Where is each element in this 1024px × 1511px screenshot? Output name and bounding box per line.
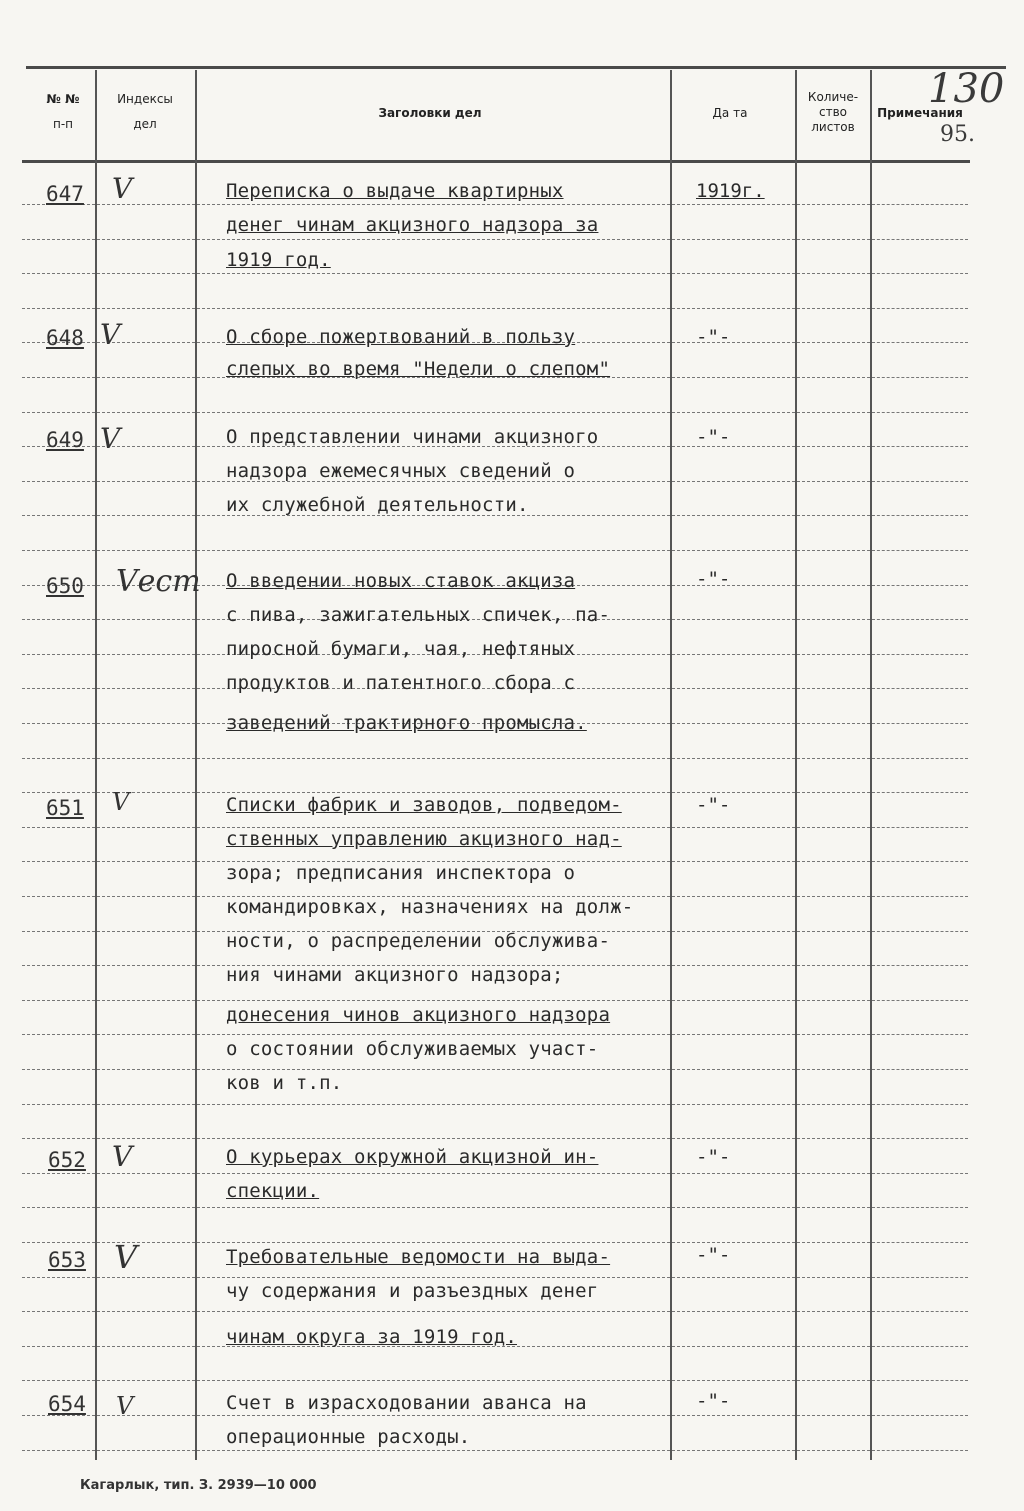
ruled-line [872,758,968,760]
ruled-line [797,1069,870,1071]
ruled-line [22,515,95,517]
ruled-line [872,204,968,206]
header-bottom-rule [22,160,970,163]
ruled-line [197,1104,670,1106]
ruled-line [872,792,968,794]
ruled-line [97,827,195,829]
record-index-mark: V [116,1392,134,1420]
ruled-line [22,931,95,933]
record-title-line: донесения чинов акцизного надзора [226,1004,611,1026]
record-title-line: О введении новых ставок акциза [226,570,576,592]
ruled-line [872,688,968,690]
ruled-line [97,688,195,690]
ruled-line [797,1000,870,1002]
ruled-line [97,931,195,933]
ruled-line [872,1034,968,1036]
ruled-line [672,1000,795,1002]
record-title-line: зора; предписания инспектора о [226,862,576,884]
ruled-line [872,446,968,448]
record-num: 650 [46,574,84,598]
ruled-line [872,1104,968,1106]
record-title-line: пиросной бумаги, чая, нефтяных [226,638,576,660]
ruled-line [672,1104,795,1106]
ruled-line [872,585,968,587]
ruled-line [197,239,670,241]
record-date: -"- [696,1146,731,1168]
ruled-line [797,1450,870,1452]
ruled-line [672,758,795,760]
ruled-line [97,412,195,414]
ruled-line [672,1380,795,1382]
ruled-line [797,758,870,760]
record-title-line: ков и т.п. [226,1072,343,1094]
record-title-line: продуктов и патентного сбора с [226,672,576,694]
ruled-line [197,1034,670,1036]
ruled-line [872,377,968,379]
ruled-line [672,688,795,690]
ruled-line [22,758,95,760]
record-date: -"- [696,794,731,816]
ruled-line [22,1311,95,1313]
ruled-line [97,1380,195,1382]
ruled-line [672,204,795,206]
ruled-line [797,239,870,241]
ruled-line [797,619,870,621]
ruled-line [672,1311,795,1313]
ruled-line [97,1346,195,1348]
ruled-line [97,896,195,898]
ruled-line [872,931,968,933]
ruled-line [197,308,670,310]
ruled-line [797,412,870,414]
ruled-line [22,1069,95,1071]
record-title-line: командировках, назначениях на долж- [226,896,634,918]
ruled-line [22,1173,95,1175]
record-num: 647 [46,182,84,206]
ruled-line [97,723,195,725]
record-index-mark: V [112,788,130,816]
ruled-line [197,273,670,275]
ruled-line [672,654,795,656]
ruled-line [197,1173,670,1175]
ruled-line [872,1173,968,1175]
ruled-line [797,585,870,587]
record-title-line: 1919 год. [226,249,331,271]
ruled-line [22,412,95,414]
ruled-line [797,861,870,863]
ruled-line [197,1069,670,1071]
record-num: 651 [46,796,84,820]
record-date: -"- [696,1390,731,1412]
record-title-line: чу содержания и разъездных денег [226,1280,599,1302]
ruled-line [197,1207,670,1209]
record-num: 648 [46,326,84,350]
ruled-line [97,1034,195,1036]
ruled-line [197,1311,670,1313]
record-title-line: Счет в израсходовании аванса на [226,1392,587,1414]
ruled-line [672,1069,795,1071]
ruled-line [797,931,870,933]
ruled-line [672,896,795,898]
ruled-line [797,1242,870,1244]
ruled-line [672,308,795,310]
printed-page-number: 95. [940,122,975,147]
ruled-line [797,515,870,517]
record-title-line: чинам округа за 1919 год. [226,1326,517,1348]
record-num: 649 [46,428,84,452]
record-date: -"- [696,1244,731,1266]
ruled-line [672,1450,795,1452]
ruled-line [672,1034,795,1036]
ruled-line [872,515,968,517]
header-top-rule [26,66,1006,69]
ruled-line [97,1311,195,1313]
record-index-mark: V [114,1238,138,1276]
column-divider-date [670,70,672,1460]
ruled-line [97,1173,195,1175]
ruled-line [197,758,670,760]
header-notes: Примечания [877,106,963,120]
record-title-line: О сборе пожертвований в пользу [226,326,576,348]
record-date: 1919г. [696,180,765,202]
ruled-line [872,412,968,414]
ruled-line [22,792,95,794]
ruled-line [872,481,968,483]
ruled-line [22,896,95,898]
record-title-line: заведений трактирного промысла. [226,712,587,734]
record-title-line: ния чинами акцизного надзора; [226,964,564,986]
ruled-line [672,481,795,483]
ruled-line [97,481,195,483]
ruled-line [872,723,968,725]
record-title-line: их служебной деятельности. [226,494,529,516]
column-divider-count [795,70,797,1460]
ruled-line [872,1346,968,1348]
ruled-line [672,619,795,621]
ruled-line [797,1380,870,1382]
record-title-line: с пива, зажигательных спичек, па- [226,604,611,626]
record-title-line: Требовательные ведомости на выда- [226,1246,611,1268]
ruled-line [797,377,870,379]
ruled-line [672,861,795,863]
ruled-line [22,550,95,552]
ruled-line [672,1415,795,1417]
record-num: 654 [48,1392,86,1416]
ruled-line [22,1242,95,1244]
record-title-line: о состоянии обслуживаемых участ- [226,1038,599,1060]
ruled-line [872,342,968,344]
ruled-line [97,619,195,621]
ruled-line [797,204,870,206]
ruled-line [97,1277,195,1279]
ruled-line [197,412,670,414]
ruled-line [672,723,795,725]
ruled-line [797,1277,870,1279]
ruled-line [797,1104,870,1106]
ruled-line [797,965,870,967]
ruled-line [22,861,95,863]
record-index-mark: V [112,172,133,205]
ruled-line [872,861,968,863]
ruled-line [97,1415,195,1417]
ruled-line [872,308,968,310]
record-date: -"- [696,568,731,590]
ruled-line [97,1104,195,1106]
ruled-line [872,1069,968,1071]
ruled-line [22,654,95,656]
ruled-line [872,239,968,241]
ruled-line [872,550,968,552]
handwritten-page-number: 130 [928,66,1005,112]
ruled-line [672,1138,795,1140]
ruled-line [22,688,95,690]
column-divider-index [95,70,97,1460]
ruled-line [797,273,870,275]
ruled-line [872,1242,968,1244]
ruled-line [672,1173,795,1175]
ruled-line [22,1034,95,1036]
ruled-line [872,896,968,898]
ruled-line [797,827,870,829]
ruled-line [97,1242,195,1244]
ruled-line [672,965,795,967]
ruled-line [97,861,195,863]
record-index-mark: V [100,422,121,455]
ruled-line [872,1380,968,1382]
record-index-mark: Vест [116,564,201,599]
ruled-line [872,1000,968,1002]
ruled-line [197,1138,670,1140]
ruled-line [672,377,795,379]
ruled-line [672,1277,795,1279]
ruled-line [797,1311,870,1313]
ruled-line [22,377,95,379]
ruled-line [672,931,795,933]
ruled-line [197,1277,670,1279]
ruled-line [872,965,968,967]
ruled-line [797,342,870,344]
ruled-line [797,481,870,483]
header-count: Количе- ство листов [807,90,859,134]
record-title-line: О представлении чинами акцизного [226,426,599,448]
ruled-line [97,1069,195,1071]
ruled-line [672,273,795,275]
record-title-line: слепых во время "Недели о слепом" [226,358,611,380]
ruled-line [872,1277,968,1279]
ruled-line [197,204,670,206]
record-index-mark: V [112,1140,133,1173]
ruled-line [22,1104,95,1106]
ruled-line [97,1000,195,1002]
ruled-line [872,1450,968,1452]
ruled-line [197,1415,670,1417]
record-title-line: ности, о распределении обслужива- [226,930,611,952]
ruled-line [22,1138,95,1140]
ruled-line [872,1138,968,1140]
ruled-line [797,896,870,898]
ruled-line [22,1346,95,1348]
ruled-line [97,1450,195,1452]
ruled-line [22,1450,95,1452]
ruled-line [672,792,795,794]
ruled-line [197,1450,670,1452]
record-date: -"- [696,426,731,448]
ruled-line [97,239,195,241]
ruled-line [797,1173,870,1175]
ruled-line [22,723,95,725]
ruled-line [97,377,195,379]
header-date: Да та [712,106,748,120]
ruled-line [872,1207,968,1209]
record-title-line: О курьерах окружной акцизной ин- [226,1146,599,1168]
printer-imprint: Кагарлык, тип. З. 2939—10 000 [80,1478,317,1493]
ruled-line [672,342,795,344]
record-index-mark: V [100,318,121,351]
ruled-line [97,550,195,552]
ruled-line [97,273,195,275]
ruled-line [97,308,195,310]
record-title-line: операционные расходы. [226,1426,471,1448]
ruled-line [672,827,795,829]
ruled-line [797,446,870,448]
record-title-line: надзора ежемесячных сведений о [226,460,576,482]
ruled-line [797,654,870,656]
ruled-line [197,1000,670,1002]
ruled-line [797,1415,870,1417]
ruled-line [22,239,95,241]
ruled-line [197,550,670,552]
record-title-line: Переписка о выдаче квартирных [226,180,564,202]
ruled-line [22,1000,95,1002]
ruled-line [797,550,870,552]
ruled-line [672,585,795,587]
ruled-line [97,515,195,517]
ruled-line [22,273,95,275]
ruled-line [22,965,95,967]
column-divider-title [195,70,197,1460]
record-title-line: денег чинам акцизного надзора за [226,214,599,236]
ruled-line [872,827,968,829]
ruled-line [672,446,795,448]
ruled-line [22,308,95,310]
ruled-line [22,481,95,483]
ruled-line [672,550,795,552]
ruled-line [22,1277,95,1279]
record-num: 653 [48,1248,86,1272]
ruled-line [672,1242,795,1244]
ruled-line [797,1207,870,1209]
ruled-line [797,1346,870,1348]
ruled-line [872,654,968,656]
ruled-line [797,792,870,794]
ruled-line [22,619,95,621]
record-num: 652 [48,1148,86,1172]
ruled-line [197,1242,670,1244]
ruled-line [97,965,195,967]
ruled-line [797,723,870,725]
ruled-line [872,273,968,275]
ruled-line [797,688,870,690]
ruled-line [197,1380,670,1382]
ruled-line [97,1207,195,1209]
ruled-line [97,758,195,760]
ruled-line [797,1138,870,1140]
record-title-line: спекции. [226,1180,320,1202]
ruled-line [872,1415,968,1417]
ruled-line [22,827,95,829]
ruled-line [872,1311,968,1313]
header-titles: Заголовки дел [378,106,482,120]
record-date: -"- [696,326,731,348]
ruled-line [797,308,870,310]
record-title-line: ственных управлению акцизного над- [226,828,622,850]
column-divider-notes [870,70,872,1460]
header-index: Индексы дел [117,92,173,131]
ruled-line [22,1380,95,1382]
ruled-line [797,1034,870,1036]
ruled-line [97,654,195,656]
ruled-line [672,1346,795,1348]
record-title-line: Списки фабрик и заводов, подведом- [226,794,622,816]
ruled-line [672,1207,795,1209]
ruled-line [672,515,795,517]
ruled-line [872,619,968,621]
header-num: № № п-п [46,92,80,131]
ruled-line [22,1207,95,1209]
ruled-line [672,412,795,414]
ruled-line [672,239,795,241]
